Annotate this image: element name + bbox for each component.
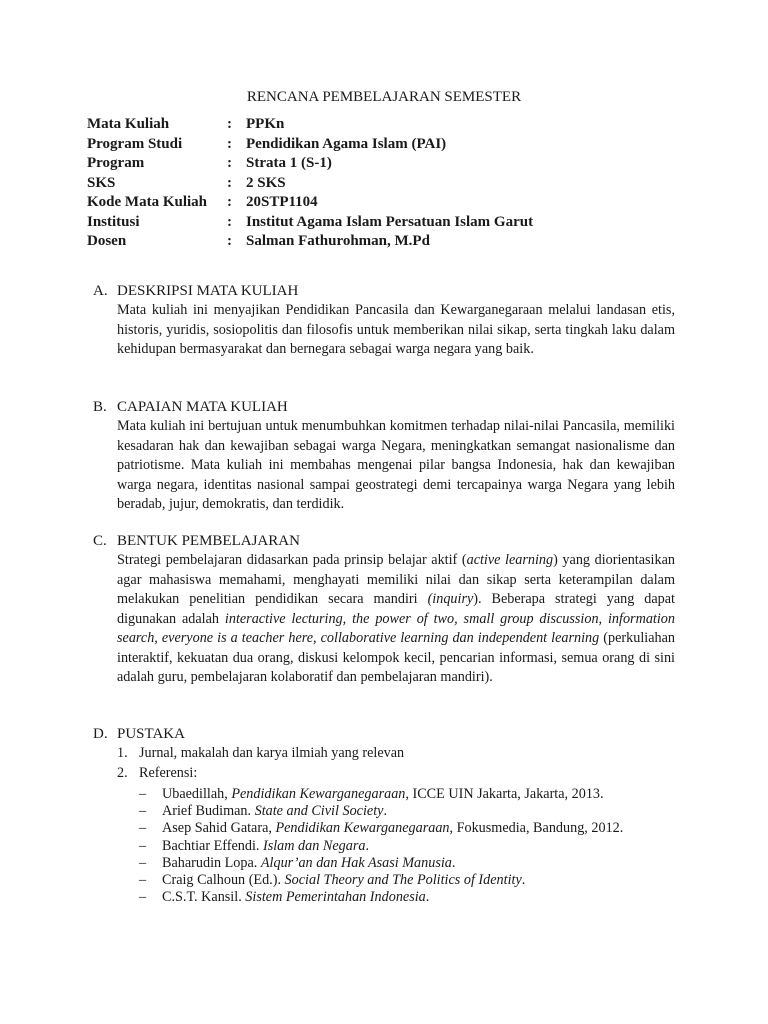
- section-heading: [93, 282, 675, 301]
- ref-author: Bachtiar Effendi.: [162, 837, 263, 854]
- section-heading: [93, 532, 675, 551]
- reference-entries: [117, 786, 675, 906]
- info-label: Mata Kuliah: [87, 116, 170, 132]
- info-value: 20STP1104: [246, 194, 318, 210]
- info-value: Pendidikan Agama Islam (PAI): [246, 135, 447, 152]
- info-label: Institusi: [87, 213, 140, 230]
- document-title: RENCANA PEMBELAJARAN SEMESTER: [246, 89, 522, 105]
- ref-work-title: Sistem Pemerintahan Indonesia: [245, 889, 426, 906]
- ref-work-title: Islam dan Negara: [262, 837, 366, 854]
- section-capaian: [93, 398, 675, 515]
- info-label: Kode Mata Kuliah: [87, 194, 208, 210]
- ref-author: Asep Sahid Gatara,: [162, 820, 276, 837]
- list-item: [117, 764, 675, 784]
- ref-details: .: [425, 889, 430, 906]
- info-value: Institut Agama Islam Persatuan Islam Garut: [246, 213, 534, 230]
- list-number: 1.: [117, 745, 128, 761]
- reference-entry: [117, 786, 670, 803]
- section-body: [117, 551, 675, 688]
- body-italic-text: interactive lecturing, the power of two, small group discussion, information search, everyone is a teacher here, collaborative learning dan independent learning: [117, 610, 675, 646]
- section-letter: C.: [93, 533, 107, 549]
- info-colon: :: [227, 155, 232, 171]
- body-italic-text: (inquiry: [427, 591, 474, 607]
- body-text: Strategi pembelajaran didasarkan pada prinsip belajar aktif (: [117, 552, 467, 568]
- reference-entry: [117, 855, 670, 872]
- section-heading: [93, 725, 675, 744]
- dash-bullet: –: [139, 872, 147, 889]
- body-text: ) yang diorientasikan agar mahasiswa memahami, menghayati memiliki nilai dan sikap serta keterampilan dalam melakukan penelitian pendidikan secara mandiri: [117, 552, 675, 607]
- info-label: Dosen: [87, 233, 127, 249]
- info-colon: :: [227, 135, 232, 152]
- ref-work-title: Social Theory and The Politics of Identity: [284, 872, 522, 889]
- info-value: Strata 1 (S-1): [246, 155, 332, 171]
- reference-entry: [117, 889, 670, 906]
- dash-bullet: –: [139, 820, 147, 837]
- ref-author: C.S.T. Kansil.: [162, 889, 246, 906]
- info-label: Program Studi: [87, 135, 183, 152]
- ref-details: , Fokusmedia, Bandung, 2012.: [449, 820, 624, 837]
- ref-author: Baharudin Lopa.: [162, 854, 261, 871]
- body-text: (perkuliahan interaktif, kekuatan dua orang, diskusi kelompok kecil, pencarian informasi, semua orang di sini adalah guru, pembelajaran kolaboratif dan pembelajaran mandiri).: [117, 630, 675, 685]
- info-colon: :: [227, 174, 232, 191]
- section-letter: B.: [93, 399, 107, 415]
- section-heading: [93, 398, 675, 417]
- ref-author: Ubaedillah,: [162, 786, 232, 802]
- info-label: Program: [87, 155, 145, 171]
- section-letter: A.: [93, 283, 108, 299]
- section-bentuk-pembelajaran: [93, 532, 675, 688]
- ref-work-title: Pendidikan Kewarganegaraan: [275, 820, 450, 837]
- reference-entry: [117, 838, 670, 855]
- info-value: Salman Fathurohman, M.Pd: [246, 233, 430, 249]
- ref-work-title: State and Civil Society: [254, 803, 384, 820]
- ref-author: Arief Budiman.: [162, 803, 255, 820]
- body-italic-text: active learning: [466, 552, 554, 568]
- reference-list: [117, 744, 675, 906]
- list-text: Referensi:: [139, 764, 198, 781]
- section-body: Mata kuliah ini bertujuan untuk menumbuhkan komitmen terhadap nilai-nilai Pancasila, memiliki kesadaran hak dan kewajiban sebagai warga Negara, meningkatkan semangat nasionalisme dan patriotisme. Mata kuliah ini membahas mengenai pilar bangsa Indonesia, hak dan kewajiban warga negara, identitas nasional sampai geostrategi demi tercapainya warga Negara yang lebih beradab, jujur, demokratis, dan terdidik.: [117, 418, 675, 512]
- section-deskripsi: [93, 282, 675, 360]
- section-body: Mata kuliah ini menyajikan Pendidikan Pancasila dan Kewarganegaraan melalui landasan etis, historis, yuridis, sosiopolitis dan filosofis untuk memberikan nilai sikap, serta tingkah laku dalam kehidupan bermasyarakat dan bernegara sebagai warga negara yang baik.: [117, 302, 675, 357]
- info-colon: :: [227, 194, 232, 210]
- reference-entry: [117, 803, 670, 820]
- info-label: SKS: [87, 174, 116, 191]
- list-number: 2.: [117, 764, 128, 781]
- ref-author: Craig Calhoun (Ed.).: [162, 872, 285, 889]
- info-value: 2 SKS: [246, 174, 286, 191]
- section-title: CAPAIAN MATA KULIAH: [117, 399, 288, 415]
- dash-bullet: –: [139, 786, 147, 802]
- ref-details: .: [383, 803, 387, 820]
- body-text: ). Beberapa strategi yang dapat digunakan adalah: [117, 591, 675, 627]
- section-title: PUSTAKA: [117, 726, 185, 742]
- ref-details: , ICCE UIN Jakarta, Jakarta, 2013.: [405, 786, 604, 802]
- dash-bullet: –: [139, 837, 147, 854]
- ref-work-title: Pendidikan Kewarganegaraan: [231, 786, 406, 802]
- dash-bullet: –: [139, 803, 147, 820]
- info-colon: :: [227, 213, 232, 230]
- ref-details: .: [451, 854, 456, 871]
- reference-entry: [117, 872, 670, 889]
- section-title: DESKRIPSI MATA KULIAH: [117, 283, 299, 299]
- info-colon: :: [227, 116, 232, 132]
- ref-details: .: [521, 872, 526, 889]
- list-item: [117, 744, 675, 764]
- dash-bullet: –: [139, 854, 147, 871]
- section-pustaka: [93, 725, 675, 906]
- reference-entry: [117, 820, 670, 837]
- section-title: BENTUK PEMBELAJARAN: [117, 533, 300, 549]
- info-value: PPKn: [246, 116, 285, 132]
- ref-details: .: [365, 837, 369, 854]
- info-colon: :: [227, 233, 232, 249]
- ref-work-title: Alqur’an dan Hak Asasi Manusia: [260, 854, 452, 871]
- section-letter: D.: [93, 726, 108, 742]
- dash-bullet: –: [139, 889, 147, 906]
- list-text: Jurnal, makalah dan karya ilmiah yang relevan: [139, 745, 405, 761]
